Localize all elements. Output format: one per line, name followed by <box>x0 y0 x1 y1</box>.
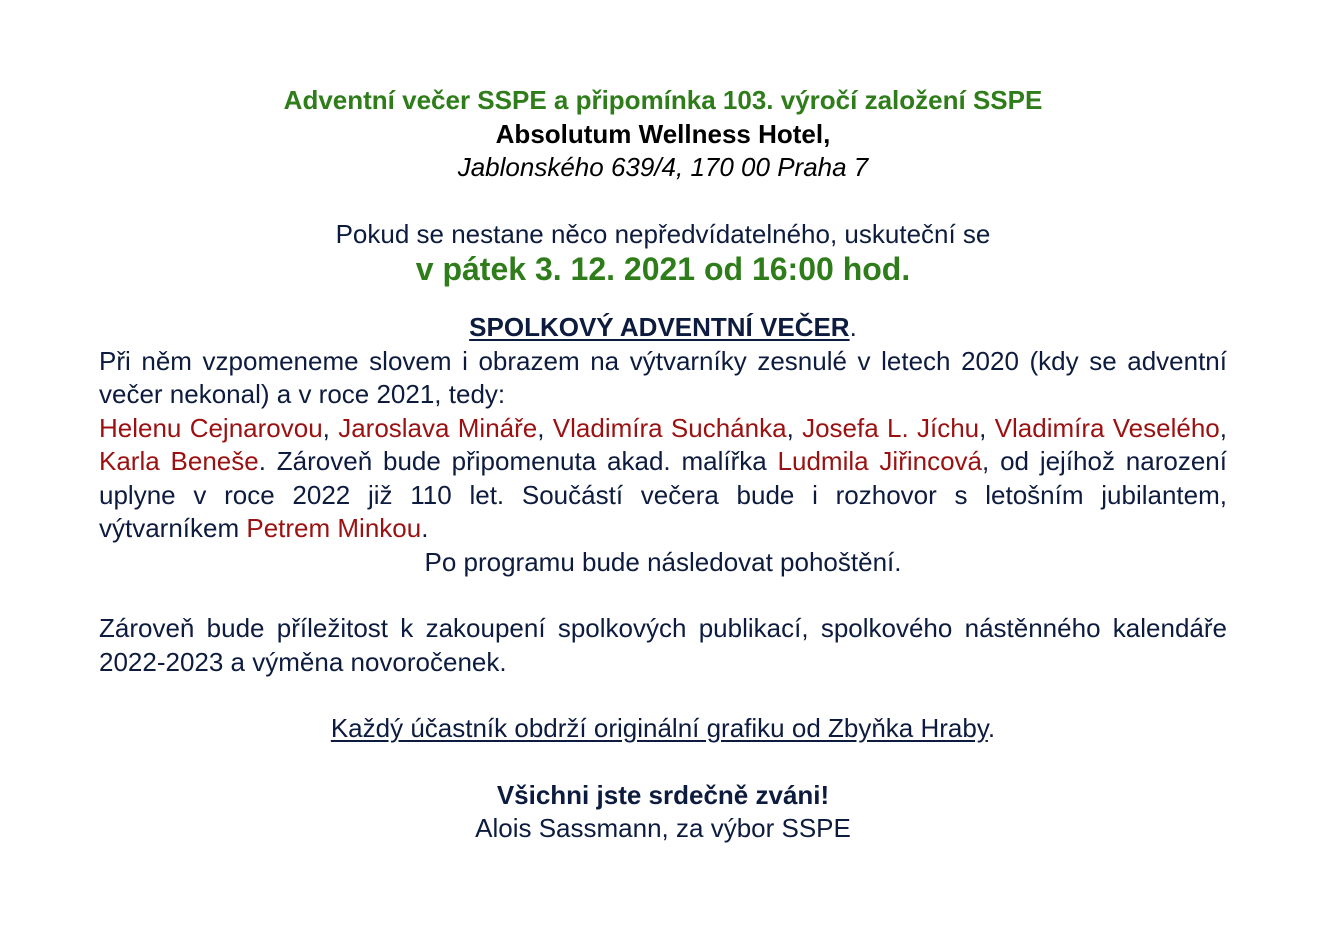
refreshment-note: Po programu bude následovat pohoštění. <box>424 546 902 577</box>
event-heading-line <box>99 311 1227 345</box>
paragraph-text: . Zároveň bude připomenuta akad. malířka <box>258 446 778 476</box>
jubilant-name: Petrem Minkou <box>246 513 422 543</box>
spacer <box>99 579 1227 612</box>
gift-suffix: . <box>987 713 996 743</box>
gift-text: Každý účastník obdrží originální grafiku od Zbyňka Hraby <box>330 713 988 743</box>
schedule-intro: Pokud se nestane něco nepředvídatelného, uskuteční se <box>335 218 991 249</box>
spacer <box>99 287 1227 311</box>
memorial-paragraph <box>99 412 1227 546</box>
name-separator: , <box>979 412 995 443</box>
honoree-name: Josefa L. Jíchu <box>802 412 980 443</box>
honoree-name: Jaroslava Mináře <box>338 412 538 443</box>
name-separator: , <box>322 412 339 443</box>
name-separator: , <box>786 412 803 443</box>
honoree-name: Vladimíra Veselého <box>994 412 1220 443</box>
sale-paragraph: Zároveň bude příležitost k zakoupení spolkových publikací, spolkového nástěnného kalendáře 2022-2023 a výměna novoročenek. <box>99 613 1227 677</box>
honoree-name: Vladimíra Suchánka <box>552 412 787 443</box>
event-title: Adventní večer SSPE a připomínka 103. výročí založení SSPE <box>283 85 1043 115</box>
event-heading-suffix: . <box>849 312 857 342</box>
honoree-name: Helenu Cejnarovou <box>99 412 323 443</box>
name-separator: , <box>537 412 553 443</box>
event-datetime: v pátek 3. 12. 2021 od 16:00 hod. <box>415 251 911 287</box>
closing-invite: Všichni jste srdečně zváni! <box>496 779 830 810</box>
venue-address: Jablonského 639/4, 170 00 Praha 7 <box>457 152 869 182</box>
paragraph-text: . <box>421 513 429 543</box>
event-heading: SPOLKOVÝ ADVENTNÍ VEČER <box>469 312 850 342</box>
painter-name: Ludmila Jiřincová <box>777 446 983 476</box>
spacer <box>99 679 1227 712</box>
name-separator: , <box>1219 412 1227 443</box>
spacer <box>99 746 1227 779</box>
honoree-name: Karla Beneše <box>99 446 259 476</box>
memorial-paragraph-intro: Při něm vzpomeneme slovem i obrazem na výtvarníky zesnulé v letech 2020 (kdy se adventní večer nekonal) a v roce 2021, tedy: <box>99 345 1227 409</box>
paragraph-text: , od jejíhož narození uplyne v roce 2022 již 110 let. Součástí večera bude i rozhovor s letošním jubilantem, výtvarníkem <box>99 446 1227 543</box>
signature: Alois Sassmann, za výbor SSPE <box>475 813 851 843</box>
venue-name: Absolutum Wellness Hotel, <box>495 118 831 149</box>
invitation-document <box>99 84 1227 846</box>
gift-line <box>99 712 1227 746</box>
spacer <box>99 185 1227 218</box>
